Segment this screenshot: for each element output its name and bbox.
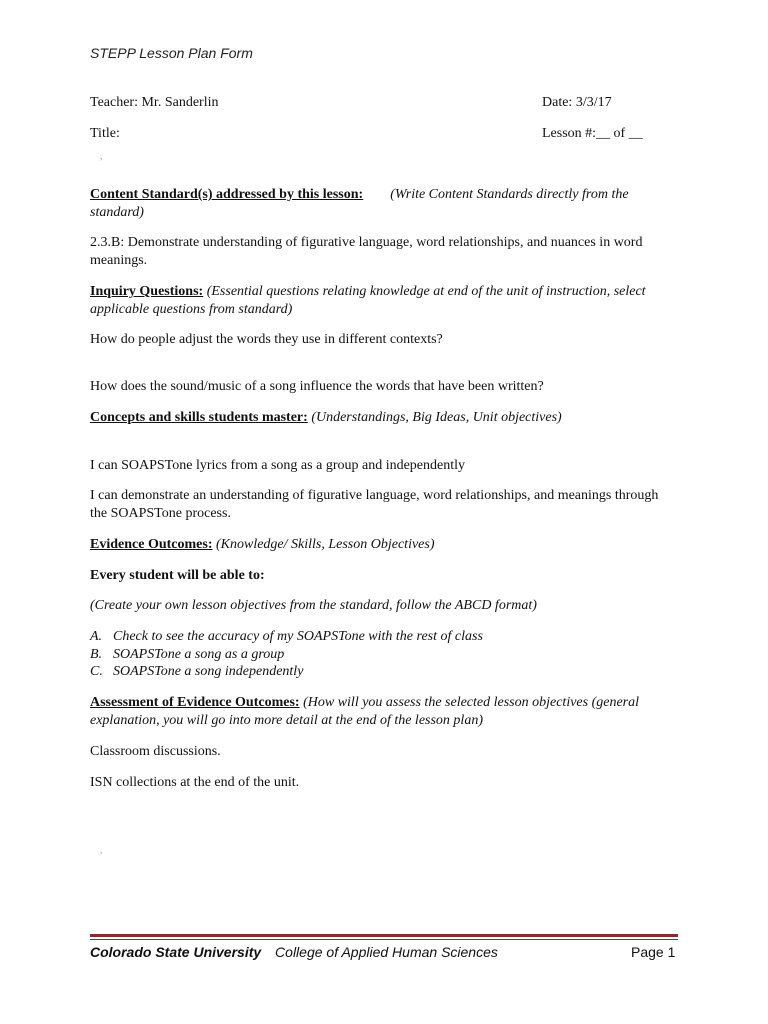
inquiry-question-1: How do people adjust the words they use in different contexts? — [90, 332, 443, 347]
list-item — [90, 663, 670, 681]
inquiry-note: (Essential questions relating knowledge at end of the unit of instruction, select applicable questions from standard) — [90, 284, 646, 317]
assessment-section — [90, 694, 670, 730]
assessment-2: ISN collections at the end of the unit. — [90, 775, 300, 790]
list-item-letter: A. — [90, 629, 103, 644]
list-item — [90, 646, 670, 664]
footer-rule-thin — [90, 939, 678, 940]
title-lesson-row — [90, 126, 680, 142]
concepts-note: (Understandings, Big Ideas, Unit objectives) — [311, 410, 562, 425]
page-number: Page 1 — [631, 944, 676, 960]
footer-university: Colorado State University — [90, 944, 262, 960]
evidence-section — [90, 536, 670, 554]
title-field: Title: — [90, 126, 120, 141]
paragraph-mark: , — [100, 845, 103, 855]
concept-1: I can SOAPSTone lyrics from a song as a group and independently — [90, 458, 465, 473]
content-standard-heading: Content Standard(s) addressed by this lesson: — [90, 187, 364, 202]
objectives-list — [90, 628, 670, 681]
assessment-note: (How will you assess the selected lesson objectives (general explanation, you will go into more detail at the end of the lesson plan) — [90, 695, 640, 728]
list-item-letter: B. — [90, 646, 103, 662]
objectives-instruction: (Create your own lesson objectives from the standard, follow the ABCD format) — [90, 598, 537, 613]
inquiry-section — [90, 283, 670, 319]
date-field: Date: 3/3/17 — [542, 95, 612, 110]
assessment-1: Classroom discussions. — [90, 744, 221, 759]
inquiry-heading: Inquiry Questions: — [90, 284, 204, 299]
content-standard-text: 2.3.B: Demonstrate understanding of figurative language, word relationships, and nuances in word meanings. — [90, 235, 643, 268]
assessment-heading: Assessment of Evidence Outcomes: — [90, 695, 300, 710]
list-item-text: Check to see the accuracy of my SOAPSTone with the rest of class — [113, 629, 483, 644]
footer-rule — [90, 934, 678, 937]
list-item-text: SOAPSTone a song as a group — [113, 646, 285, 662]
evidence-heading: Evidence Outcomes: — [90, 537, 213, 552]
content-standard-section — [90, 186, 670, 222]
footer-affiliation — [90, 944, 498, 960]
concepts-heading: Concepts and skills students master: — [90, 410, 308, 425]
concept-2: I can demonstrate an understanding of figurative language, word relationships, and meanings through the SOAPSTone process. — [90, 488, 659, 521]
list-item-text: SOAPSTone a song independently — [113, 664, 304, 679]
lesson-number-field: Lesson #:__ of __ — [542, 126, 643, 141]
footer-college: College of Applied Human Sciences — [275, 944, 498, 960]
teacher-date-row — [90, 95, 680, 111]
form-title: STEPP Lesson Plan Form — [90, 45, 253, 61]
concepts-section — [90, 409, 670, 427]
paragraph-mark: , — [100, 151, 103, 161]
inquiry-question-2: How does the sound/music of a song influence the words that have been written? — [90, 379, 544, 394]
list-item-letter: C. — [90, 664, 103, 679]
content-standard-note: (Write Content Standards directly from the standard) — [90, 187, 629, 220]
every-student-line: Every student will be able to: — [90, 568, 265, 583]
teacher-field: Teacher: Mr. Sanderlin — [90, 95, 219, 110]
list-item — [90, 628, 670, 646]
evidence-note: (Knowledge/ Skills, Lesson Objectives) — [215, 537, 435, 552]
